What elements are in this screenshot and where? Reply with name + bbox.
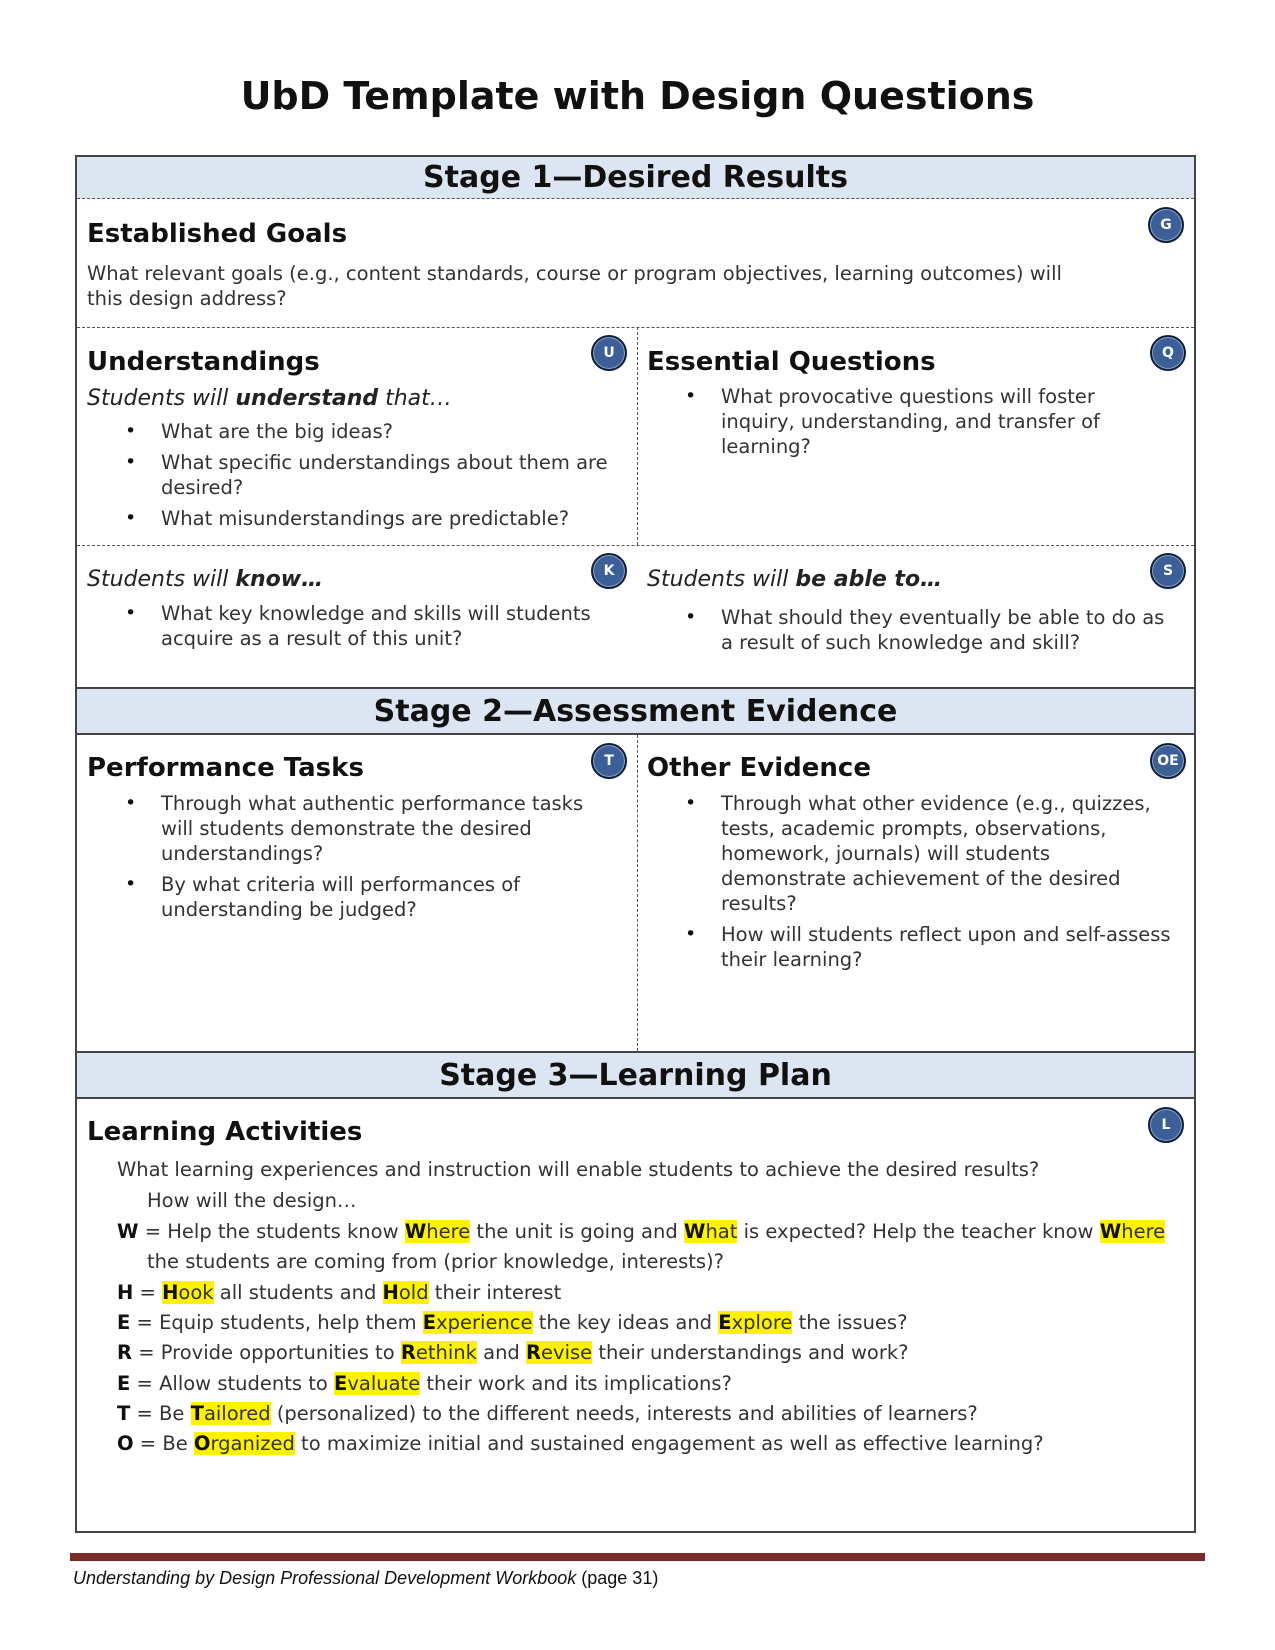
learning-activities-heading: Learning Activities <box>87 1117 363 1147</box>
students-skills-bullets <box>721 605 1171 661</box>
stage-1-header: Stage 1—Desired Results <box>77 157 1194 199</box>
line-text: = Equip students, help them <box>130 1310 423 1334</box>
established-goals-section <box>77 199 1194 327</box>
highlighted-word: Organized <box>193 1432 295 1456</box>
line-text: = Allow students to <box>130 1371 334 1395</box>
line-text: their interest <box>428 1280 562 1304</box>
footer-citation <box>73 1568 658 1589</box>
whereto-line <box>117 1371 732 1396</box>
subheading-suffix: that… <box>378 386 452 411</box>
line-text: the students are coming from (prior knowledge, interests)? <box>147 1250 725 1274</box>
other-evidence-bullets <box>721 791 1176 978</box>
line-text: = Provide opportunities to <box>132 1341 401 1365</box>
essential-questions-heading: Essential Questions <box>647 347 936 377</box>
page-title: UbD Template with Design Questions <box>240 74 1035 118</box>
performance-tasks-heading: Performance Tasks <box>87 753 364 783</box>
whereto-letter: O <box>117 1432 134 1456</box>
skills-badge-icon: S <box>1150 553 1186 589</box>
students-skills-section <box>637 545 1196 687</box>
highlighted-word: Hook <box>162 1280 214 1304</box>
knowledge-badge-icon: K <box>591 553 627 589</box>
students-know-section <box>77 545 637 687</box>
whereto-line <box>117 1280 561 1305</box>
established-goals-heading: Established Goals <box>87 219 348 249</box>
highlighted-word: Where <box>404 1220 471 1243</box>
learning-activities-section <box>77 1099 1194 1531</box>
list-item: • What are the big ideas? <box>161 419 611 444</box>
list-item: • What should they eventually be able to do as a result of such knowledge and skill? <box>721 605 1171 655</box>
highlighted-word: What <box>683 1220 738 1243</box>
whereto-line <box>117 1431 1044 1456</box>
line-text: = Be <box>130 1401 191 1425</box>
list-item: • Through what other evidence (e.g., quizzes, tests, academic prompts, observations, homework, journals) will students demonstrate achievement of the desired results? <box>721 791 1176 916</box>
goals-badge-icon: G <box>1148 207 1184 243</box>
list-item: • Through what authentic performance tasks will students demonstrate the desired understandings? <box>161 791 601 866</box>
whereto-line <box>147 1249 724 1274</box>
whereto-letter: E <box>117 1310 131 1334</box>
learning-how-text: How will the design… <box>147 1189 357 1212</box>
highlighted-word: Revise <box>526 1341 593 1365</box>
line-text: their work and its implications? <box>420 1371 732 1395</box>
whereto-letter: W <box>117 1220 139 1243</box>
understandings-badge-icon: U <box>591 335 627 371</box>
footer-page-number: (page 31) <box>576 1568 659 1588</box>
other-evidence-badge-icon: OE <box>1150 743 1186 779</box>
whereto-letter: H <box>117 1280 134 1304</box>
list-item: • What specific understandings about them are desired? <box>161 450 611 500</box>
highlighted-word: Experience <box>422 1310 533 1334</box>
other-evidence-section <box>637 735 1196 1051</box>
line-text: = Help the students know <box>138 1220 405 1243</box>
whereto-line <box>117 1310 907 1335</box>
subheading-prefix: Students will <box>647 567 796 592</box>
students-know-subheading <box>87 567 323 592</box>
questions-badge-icon: Q <box>1150 335 1186 371</box>
subheading-bold: be able to… <box>795 567 943 592</box>
line-text: to maximize initial and sustained engagement as well as effective learning? <box>294 1432 1044 1456</box>
understandings-heading: Understandings <box>87 347 320 377</box>
established-goals-text: What relevant goals (e.g., content standards, course or program objectives, learning outcomes) will this design address? <box>87 262 1062 310</box>
list-item: • What misunderstandings are predictable? <box>161 506 611 531</box>
line-text: = <box>133 1280 163 1304</box>
tasks-badge-icon: T <box>591 743 627 779</box>
line-text: is expected? Help the teacher know <box>737 1220 1100 1243</box>
whereto-line <box>117 1219 1165 1244</box>
line-text: their understandings and work? <box>592 1341 909 1365</box>
column-divider <box>637 327 638 545</box>
essential-questions-section <box>637 327 1196 545</box>
whereto-line <box>117 1340 909 1365</box>
whereto-letter: T <box>117 1401 131 1425</box>
highlighted-word: Where <box>1099 1220 1166 1243</box>
column-divider <box>637 735 638 1051</box>
highlighted-word: Tailored <box>190 1401 271 1425</box>
other-evidence-heading: Other Evidence <box>647 753 871 783</box>
line-text: all students and <box>213 1280 383 1304</box>
highlighted-word: Explore <box>718 1310 793 1334</box>
line-text: and <box>476 1341 527 1365</box>
ubd-template-frame <box>75 155 1196 1533</box>
footer-rule <box>70 1553 1205 1561</box>
subheading-bold: understand <box>235 386 379 411</box>
students-know-bullets <box>161 601 611 657</box>
whereto-letter: R <box>117 1341 133 1365</box>
subheading-bold: know… <box>235 567 324 592</box>
highlighted-word: Rethink <box>400 1341 477 1365</box>
performance-tasks-bullets <box>161 791 601 928</box>
subheading-prefix: Students will <box>87 386 236 411</box>
understandings-section <box>77 327 637 545</box>
highlighted-word: Evaluate <box>334 1371 421 1395</box>
whereto-line <box>117 1401 978 1426</box>
list-item: • What provocative questions will foster inquiry, understanding, and transfer of learning? <box>721 384 1171 459</box>
list-item: • How will students reflect upon and self-assess their learning? <box>721 922 1176 972</box>
learning-badge-icon: L <box>1148 1107 1184 1143</box>
line-text: the issues? <box>792 1310 908 1334</box>
list-item: • What key knowledge and skills will students acquire as a result of this unit? <box>161 601 611 651</box>
list-item: • By what criteria will performances of understanding be judged? <box>161 872 601 922</box>
footer-book-title: Understanding by Design Professional Development Workbook <box>73 1568 577 1588</box>
subheading-prefix: Students will <box>87 567 236 592</box>
line-text: (personalized) to the different needs, interests and abilities of learners? <box>270 1401 978 1425</box>
whereto-letter: E <box>117 1371 131 1395</box>
stage-2-header: Stage 2—Assessment Evidence <box>77 687 1194 735</box>
understandings-bullets <box>161 419 611 537</box>
line-text: the unit is going and <box>470 1220 684 1243</box>
learning-intro-text: What learning experiences and instruction will enable students to achieve the desired results? <box>117 1158 1040 1181</box>
understandings-subheading <box>87 386 452 411</box>
performance-tasks-section <box>77 735 637 1051</box>
highlighted-word: Hold <box>382 1280 429 1304</box>
line-text: = Be <box>133 1432 194 1456</box>
essential-questions-bullets <box>721 384 1171 465</box>
students-skills-subheading <box>647 567 942 592</box>
stage-3-header: Stage 3—Learning Plan <box>77 1051 1194 1099</box>
line-text: the key ideas and <box>532 1310 719 1334</box>
